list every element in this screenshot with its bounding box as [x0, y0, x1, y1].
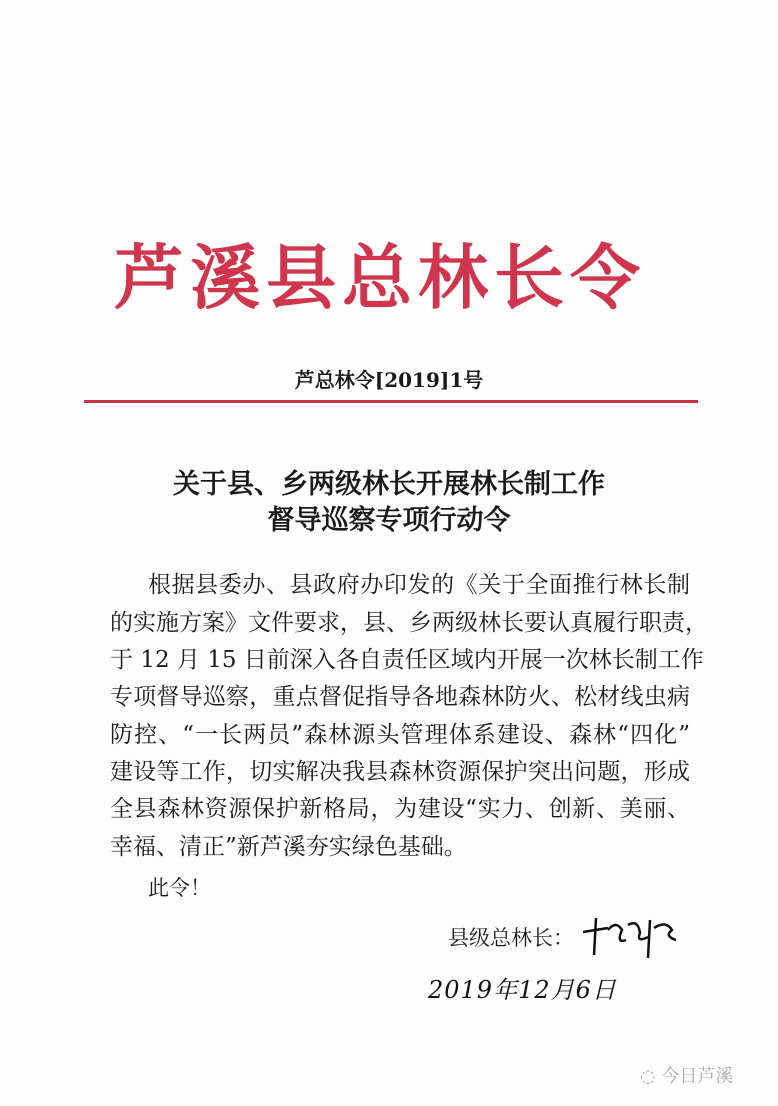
handwritten-signature: [578, 910, 688, 960]
body-line: 专项督导巡察，重点督促指导各地森林防火、松材线虫病: [110, 684, 690, 710]
body-line: 幸福、清正”新芦溪夯实绿色基础。: [110, 834, 467, 860]
wechat-icon: ◌: [640, 1066, 662, 1087]
closing-text: 此令！: [148, 876, 211, 900]
body-line: 的实施方案》文件要求，县、乡两级林长要认真履行职责，: [110, 610, 708, 636]
body-line: 全县森林资源保护新格局，为建设“实力、创新、美丽、: [110, 796, 690, 822]
document-number: 芦总林令[2019]1号: [294, 368, 484, 392]
document-title: 芦溪县总林长令: [114, 237, 646, 319]
body-line: 建设等工作，切实解决我县森林资源保护突出问题，形成: [110, 759, 690, 785]
heading-line-2: 督导巡察专项行动令: [267, 505, 511, 536]
body-line: 防控、“一长两员”森林源头管理体系建设、森林“四化”: [110, 722, 690, 748]
red-divider: [84, 400, 698, 403]
watermark-text: 今日芦溪: [661, 1066, 734, 1087]
body-line: 于 12 月 15 日前深入各自责任区域内开展一次林长制工作: [110, 647, 704, 673]
signing-date: 2019年12月6日: [428, 976, 617, 1004]
body-line: 根据县委办、县政府办印发的《关于全面推行林长制: [148, 572, 690, 598]
heading-line-1: 关于县、乡两级林长开展林长制工作: [173, 469, 605, 500]
watermark: [640, 1062, 733, 1088]
signer-label: 县级总林长：: [448, 926, 574, 950]
